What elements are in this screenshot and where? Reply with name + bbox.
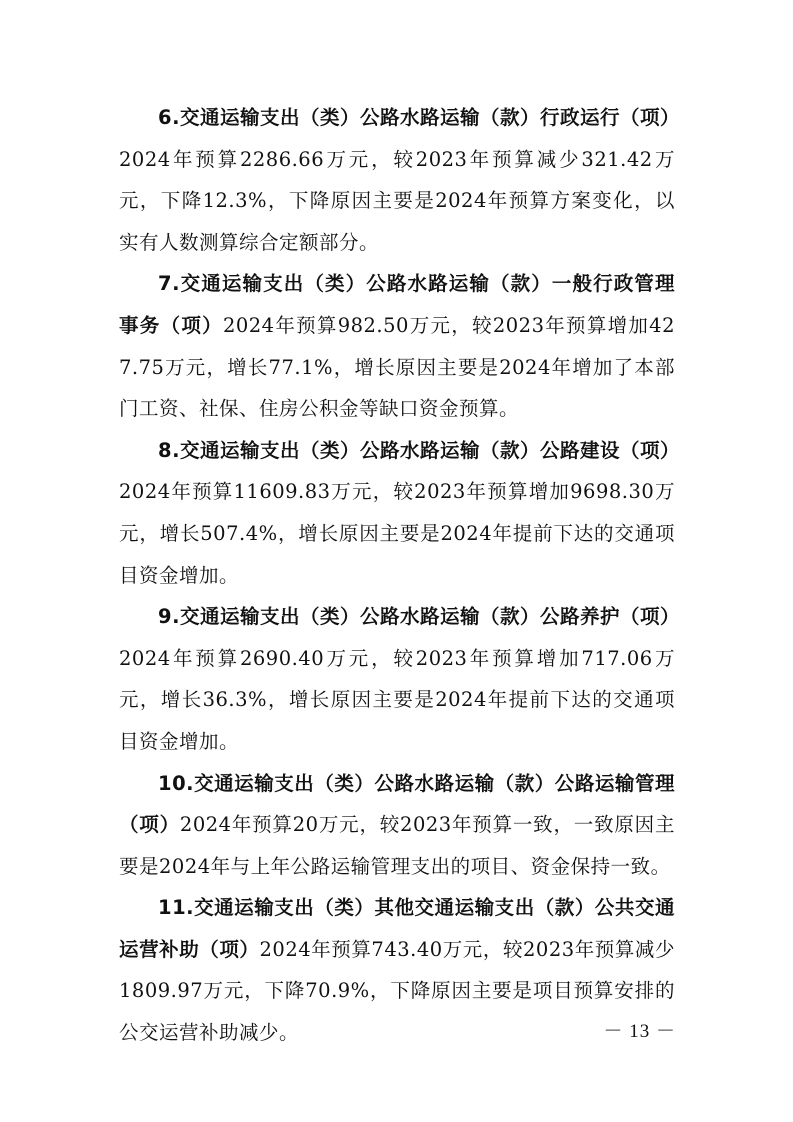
paragraph-heading: 7.交通运输支出（类）公路水路运输（款）一般行政管理事务（项） [119, 272, 675, 337]
paragraph-item-10 [119, 763, 675, 888]
paragraph-item-11 [119, 887, 675, 1053]
paragraph-body: 2024年预算2690.40万元，较2023年预算增加717.06万元，增长36.3%，增长原因主要是2024年提前下达的交通项目资金增加。 [119, 646, 675, 753]
paragraph-item-8 [119, 430, 680, 596]
paragraph-heading: 11.交通运输支出（类）其他交通运输支出（款）公共交通运营补助（项） [119, 896, 675, 961]
paragraph-body: 2024年预算743.40万元，较2023年预算减少1809.97万元，下降70.9%，下降原因主要是项目预算安排的公交运营补助减少。 [119, 937, 675, 1045]
paragraph-body: 2024年预算982.50万元，较2023年预算增加427.75万元，增长77.1%，增长原因主要是2024年增加了本部门工资、社保、住房公积金等缺口资金预算。 [119, 313, 675, 421]
paragraph-item-7 [119, 263, 675, 429]
paragraph-heading: 8.交通运输支出（类）公路水路运输（款）公路建设（项） [158, 438, 680, 462]
page-number: － 13 － [603, 1021, 676, 1042]
document-body [119, 97, 680, 1054]
paragraph-heading: 6.交通运输支出（类）公路水路运输（款）行政运行（项） [158, 106, 680, 129]
paragraph-body: 2024年预算20万元，较2023年预算一致，一致原因主要是2024年与上年公路运输管理支出的项目、资金保持一致。 [119, 813, 675, 878]
paragraph-heading: 10.交通运输支出（类）公路水路运输（款）公路运输管理（项） [119, 771, 675, 837]
paragraph-item-6 [119, 97, 680, 263]
paragraph-body: 2024年预算11609.83万元，较2023年预算增加9698.30万元，增长507.4%，增长原因主要是2024年提前下达的交通项目资金增加。 [119, 480, 675, 587]
paragraph-heading: 9.交通运输支出（类）公路水路运输（款）公路养护（项） [158, 605, 680, 629]
paragraph-item-9 [119, 596, 680, 762]
paragraph-body: 2024年预算2286.66万元，较2023年预算减少321.42万元，下降12.3%，下降原因主要是2024年预算方案变化，以实有人数测算综合定额部分。 [119, 147, 675, 254]
